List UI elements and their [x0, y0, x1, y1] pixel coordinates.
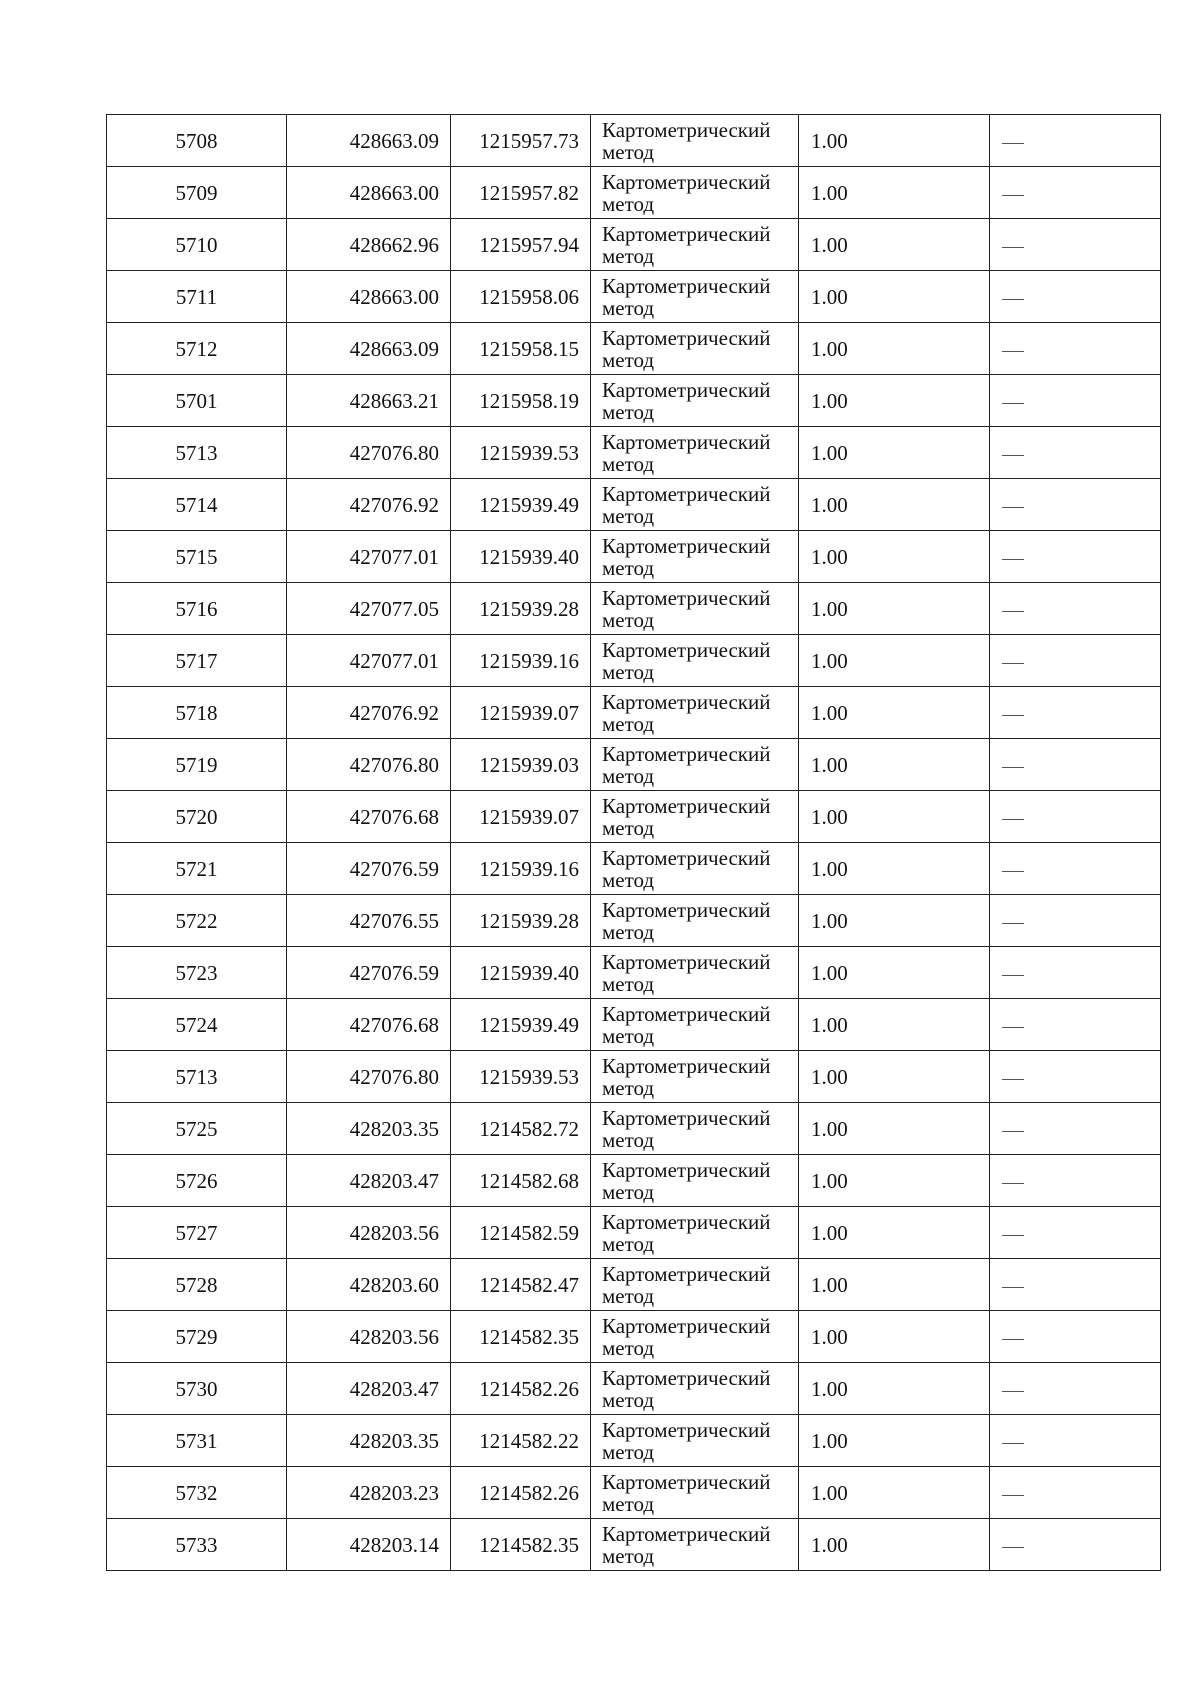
method-cell: Картометрический метод	[591, 791, 799, 843]
description-cell	[990, 687, 1161, 739]
point-number-cell: 5722	[107, 895, 287, 947]
y-coordinate-cell: 1215957.82	[451, 167, 591, 219]
x-coordinate-cell: 428663.00	[287, 167, 451, 219]
accuracy-cell: 1.00	[799, 1467, 990, 1519]
point-number-cell: 5727	[107, 1207, 287, 1259]
description-cell	[990, 167, 1161, 219]
x-coordinate-cell: 427076.92	[287, 687, 451, 739]
method-cell: Картометрический метод	[591, 583, 799, 635]
accuracy-cell: 1.00	[799, 167, 990, 219]
accuracy-cell: 1.00	[799, 635, 990, 687]
x-coordinate-cell: 428203.23	[287, 1467, 451, 1519]
dash-mark	[1002, 1443, 1024, 1444]
y-coordinate-cell: 1215939.03	[451, 739, 591, 791]
accuracy-cell: 1.00	[799, 1207, 990, 1259]
table-row	[107, 895, 1161, 947]
x-coordinate-cell: 428663.00	[287, 271, 451, 323]
method-cell: Картометрический метод	[591, 1051, 799, 1103]
y-coordinate-cell: 1215939.16	[451, 843, 591, 895]
table-row	[107, 1467, 1161, 1519]
accuracy-cell: 1.00	[799, 843, 990, 895]
table-row	[107, 1363, 1161, 1415]
y-coordinate-cell: 1214582.47	[451, 1259, 591, 1311]
y-coordinate-cell: 1215958.06	[451, 271, 591, 323]
description-cell	[990, 791, 1161, 843]
y-coordinate-cell: 1215939.40	[451, 531, 591, 583]
point-number-cell: 5718	[107, 687, 287, 739]
point-number-cell: 5708	[107, 115, 287, 167]
point-number-cell: 5733	[107, 1519, 287, 1571]
x-coordinate-cell: 427076.80	[287, 1051, 451, 1103]
accuracy-cell: 1.00	[799, 1051, 990, 1103]
point-number-cell: 5725	[107, 1103, 287, 1155]
x-coordinate-cell: 428663.09	[287, 323, 451, 375]
point-number-cell: 5719	[107, 739, 287, 791]
y-coordinate-cell: 1215957.73	[451, 115, 591, 167]
method-cell: Картометрический метод	[591, 219, 799, 271]
dash-mark	[1002, 403, 1024, 404]
x-coordinate-cell: 428203.60	[287, 1259, 451, 1311]
method-cell: Картометрический метод	[591, 271, 799, 323]
method-cell: Картометрический метод	[591, 531, 799, 583]
method-cell: Картометрический метод	[591, 167, 799, 219]
accuracy-cell: 1.00	[799, 1415, 990, 1467]
point-number-cell: 5715	[107, 531, 287, 583]
x-coordinate-cell: 427076.55	[287, 895, 451, 947]
table-row	[107, 271, 1161, 323]
description-cell	[990, 1415, 1161, 1467]
method-cell: Картометрический метод	[591, 479, 799, 531]
method-cell: Картометрический метод	[591, 635, 799, 687]
description-cell	[990, 479, 1161, 531]
x-coordinate-cell: 427077.05	[287, 583, 451, 635]
x-coordinate-cell: 428203.35	[287, 1415, 451, 1467]
table-body	[107, 115, 1161, 1571]
point-number-cell: 5730	[107, 1363, 287, 1415]
accuracy-cell: 1.00	[799, 947, 990, 999]
table-row	[107, 1415, 1161, 1467]
description-cell	[990, 531, 1161, 583]
y-coordinate-cell: 1215939.16	[451, 635, 591, 687]
dash-mark	[1002, 299, 1024, 300]
description-cell	[990, 947, 1161, 999]
description-cell	[990, 999, 1161, 1051]
accuracy-cell: 1.00	[799, 1519, 990, 1571]
accuracy-cell: 1.00	[799, 999, 990, 1051]
table-row	[107, 427, 1161, 479]
y-coordinate-cell: 1215939.53	[451, 1051, 591, 1103]
point-number-cell: 5731	[107, 1415, 287, 1467]
description-cell	[990, 115, 1161, 167]
y-coordinate-cell: 1215939.40	[451, 947, 591, 999]
point-number-cell: 5710	[107, 219, 287, 271]
method-cell: Картометрический метод	[591, 947, 799, 999]
description-cell	[990, 271, 1161, 323]
x-coordinate-cell: 428662.96	[287, 219, 451, 271]
point-number-cell: 5721	[107, 843, 287, 895]
table-row	[107, 687, 1161, 739]
dash-mark	[1002, 1079, 1024, 1080]
point-number-cell: 5717	[107, 635, 287, 687]
point-number-cell: 5716	[107, 583, 287, 635]
description-cell	[990, 427, 1161, 479]
dash-mark	[1002, 1287, 1024, 1288]
point-number-cell: 5729	[107, 1311, 287, 1363]
table-row	[107, 791, 1161, 843]
description-cell	[990, 1155, 1161, 1207]
point-number-cell: 5726	[107, 1155, 287, 1207]
y-coordinate-cell: 1215939.28	[451, 895, 591, 947]
y-coordinate-cell: 1214582.35	[451, 1519, 591, 1571]
accuracy-cell: 1.00	[799, 687, 990, 739]
y-coordinate-cell: 1214582.26	[451, 1363, 591, 1415]
y-coordinate-cell: 1215939.07	[451, 791, 591, 843]
method-cell: Картометрический метод	[591, 1259, 799, 1311]
accuracy-cell: 1.00	[799, 1363, 990, 1415]
accuracy-cell: 1.00	[799, 531, 990, 583]
point-number-cell: 5728	[107, 1259, 287, 1311]
dash-mark	[1002, 611, 1024, 612]
dash-mark	[1002, 871, 1024, 872]
dash-mark	[1002, 1131, 1024, 1132]
table-row	[107, 115, 1161, 167]
y-coordinate-cell: 1215939.07	[451, 687, 591, 739]
dash-mark	[1002, 195, 1024, 196]
table-row	[107, 479, 1161, 531]
dash-mark	[1002, 1183, 1024, 1184]
method-cell: Картометрический метод	[591, 739, 799, 791]
method-cell: Картометрический метод	[591, 1155, 799, 1207]
dash-mark	[1002, 507, 1024, 508]
dash-mark	[1002, 819, 1024, 820]
dash-mark	[1002, 1339, 1024, 1340]
table-row	[107, 1207, 1161, 1259]
table-row	[107, 375, 1161, 427]
x-coordinate-cell: 427077.01	[287, 635, 451, 687]
description-cell	[990, 1207, 1161, 1259]
description-cell	[990, 843, 1161, 895]
table-row	[107, 531, 1161, 583]
description-cell	[990, 1103, 1161, 1155]
method-cell: Картометрический метод	[591, 1207, 799, 1259]
point-number-cell: 5713	[107, 1051, 287, 1103]
y-coordinate-cell: 1214582.59	[451, 1207, 591, 1259]
dash-mark	[1002, 247, 1024, 248]
method-cell: Картометрический метод	[591, 1467, 799, 1519]
x-coordinate-cell: 427076.92	[287, 479, 451, 531]
description-cell	[990, 583, 1161, 635]
accuracy-cell: 1.00	[799, 323, 990, 375]
method-cell: Картометрический метод	[591, 115, 799, 167]
x-coordinate-cell: 427076.68	[287, 999, 451, 1051]
x-coordinate-cell: 428203.35	[287, 1103, 451, 1155]
y-coordinate-cell: 1214582.68	[451, 1155, 591, 1207]
table-row	[107, 1155, 1161, 1207]
method-cell: Картометрический метод	[591, 1311, 799, 1363]
method-cell: Картометрический метод	[591, 323, 799, 375]
method-cell: Картометрический метод	[591, 843, 799, 895]
table-row	[107, 1259, 1161, 1311]
dash-mark	[1002, 1391, 1024, 1392]
y-coordinate-cell: 1214582.26	[451, 1467, 591, 1519]
description-cell	[990, 1363, 1161, 1415]
x-coordinate-cell: 428663.09	[287, 115, 451, 167]
coordinates-table	[106, 114, 1161, 1571]
dash-mark	[1002, 1027, 1024, 1028]
description-cell	[990, 739, 1161, 791]
x-coordinate-cell: 427076.59	[287, 947, 451, 999]
point-number-cell: 5724	[107, 999, 287, 1051]
x-coordinate-cell: 428203.56	[287, 1311, 451, 1363]
table-row	[107, 1311, 1161, 1363]
description-cell	[990, 219, 1161, 271]
x-coordinate-cell: 427077.01	[287, 531, 451, 583]
point-number-cell: 5723	[107, 947, 287, 999]
accuracy-cell: 1.00	[799, 479, 990, 531]
method-cell: Картометрический метод	[591, 1415, 799, 1467]
table-row	[107, 1051, 1161, 1103]
table-row	[107, 583, 1161, 635]
description-cell	[990, 323, 1161, 375]
table-row	[107, 323, 1161, 375]
point-number-cell: 5720	[107, 791, 287, 843]
y-coordinate-cell: 1215958.15	[451, 323, 591, 375]
accuracy-cell: 1.00	[799, 1259, 990, 1311]
point-number-cell: 5701	[107, 375, 287, 427]
description-cell	[990, 1311, 1161, 1363]
x-coordinate-cell: 428203.47	[287, 1363, 451, 1415]
dash-mark	[1002, 351, 1024, 352]
accuracy-cell: 1.00	[799, 739, 990, 791]
description-cell	[990, 1519, 1161, 1571]
x-coordinate-cell: 428203.56	[287, 1207, 451, 1259]
y-coordinate-cell: 1214582.72	[451, 1103, 591, 1155]
y-coordinate-cell: 1215939.49	[451, 999, 591, 1051]
method-cell: Картометрический метод	[591, 999, 799, 1051]
table-row	[107, 739, 1161, 791]
accuracy-cell: 1.00	[799, 375, 990, 427]
y-coordinate-cell: 1215939.53	[451, 427, 591, 479]
method-cell: Картометрический метод	[591, 375, 799, 427]
accuracy-cell: 1.00	[799, 219, 990, 271]
method-cell: Картометрический метод	[591, 1363, 799, 1415]
accuracy-cell: 1.00	[799, 583, 990, 635]
dash-mark	[1002, 663, 1024, 664]
accuracy-cell: 1.00	[799, 271, 990, 323]
accuracy-cell: 1.00	[799, 115, 990, 167]
y-coordinate-cell: 1215958.19	[451, 375, 591, 427]
dash-mark	[1002, 143, 1024, 144]
accuracy-cell: 1.00	[799, 427, 990, 479]
description-cell	[990, 635, 1161, 687]
point-number-cell: 5714	[107, 479, 287, 531]
table-row	[107, 999, 1161, 1051]
dash-mark	[1002, 923, 1024, 924]
point-number-cell: 5711	[107, 271, 287, 323]
x-coordinate-cell: 428203.14	[287, 1519, 451, 1571]
x-coordinate-cell: 427076.59	[287, 843, 451, 895]
dash-mark	[1002, 1547, 1024, 1548]
accuracy-cell: 1.00	[799, 1103, 990, 1155]
x-coordinate-cell: 427076.80	[287, 427, 451, 479]
accuracy-cell: 1.00	[799, 1155, 990, 1207]
x-coordinate-cell: 427076.68	[287, 791, 451, 843]
x-coordinate-cell: 428203.47	[287, 1155, 451, 1207]
method-cell: Картометрический метод	[591, 687, 799, 739]
description-cell	[990, 1051, 1161, 1103]
accuracy-cell: 1.00	[799, 895, 990, 947]
y-coordinate-cell: 1214582.35	[451, 1311, 591, 1363]
table-row	[107, 635, 1161, 687]
accuracy-cell: 1.00	[799, 791, 990, 843]
point-number-cell: 5732	[107, 1467, 287, 1519]
point-number-cell: 5709	[107, 167, 287, 219]
y-coordinate-cell: 1215939.28	[451, 583, 591, 635]
y-coordinate-cell: 1215939.49	[451, 479, 591, 531]
table-row	[107, 219, 1161, 271]
dash-mark	[1002, 975, 1024, 976]
table-row	[107, 167, 1161, 219]
dash-mark	[1002, 767, 1024, 768]
method-cell: Картометрический метод	[591, 427, 799, 479]
x-coordinate-cell: 427076.80	[287, 739, 451, 791]
description-cell	[990, 1259, 1161, 1311]
table-row	[107, 1103, 1161, 1155]
dash-mark	[1002, 1495, 1024, 1496]
dash-mark	[1002, 1235, 1024, 1236]
x-coordinate-cell: 428663.21	[287, 375, 451, 427]
point-number-cell: 5712	[107, 323, 287, 375]
table-row	[107, 947, 1161, 999]
y-coordinate-cell: 1214582.22	[451, 1415, 591, 1467]
description-cell	[990, 375, 1161, 427]
method-cell: Картометрический метод	[591, 1519, 799, 1571]
description-cell	[990, 895, 1161, 947]
method-cell: Картометрический метод	[591, 895, 799, 947]
dash-mark	[1002, 455, 1024, 456]
method-cell: Картометрический метод	[591, 1103, 799, 1155]
description-cell	[990, 1467, 1161, 1519]
accuracy-cell: 1.00	[799, 1311, 990, 1363]
dash-mark	[1002, 715, 1024, 716]
point-number-cell: 5713	[107, 427, 287, 479]
table-row	[107, 1519, 1161, 1571]
dash-mark	[1002, 559, 1024, 560]
y-coordinate-cell: 1215957.94	[451, 219, 591, 271]
table-row	[107, 843, 1161, 895]
